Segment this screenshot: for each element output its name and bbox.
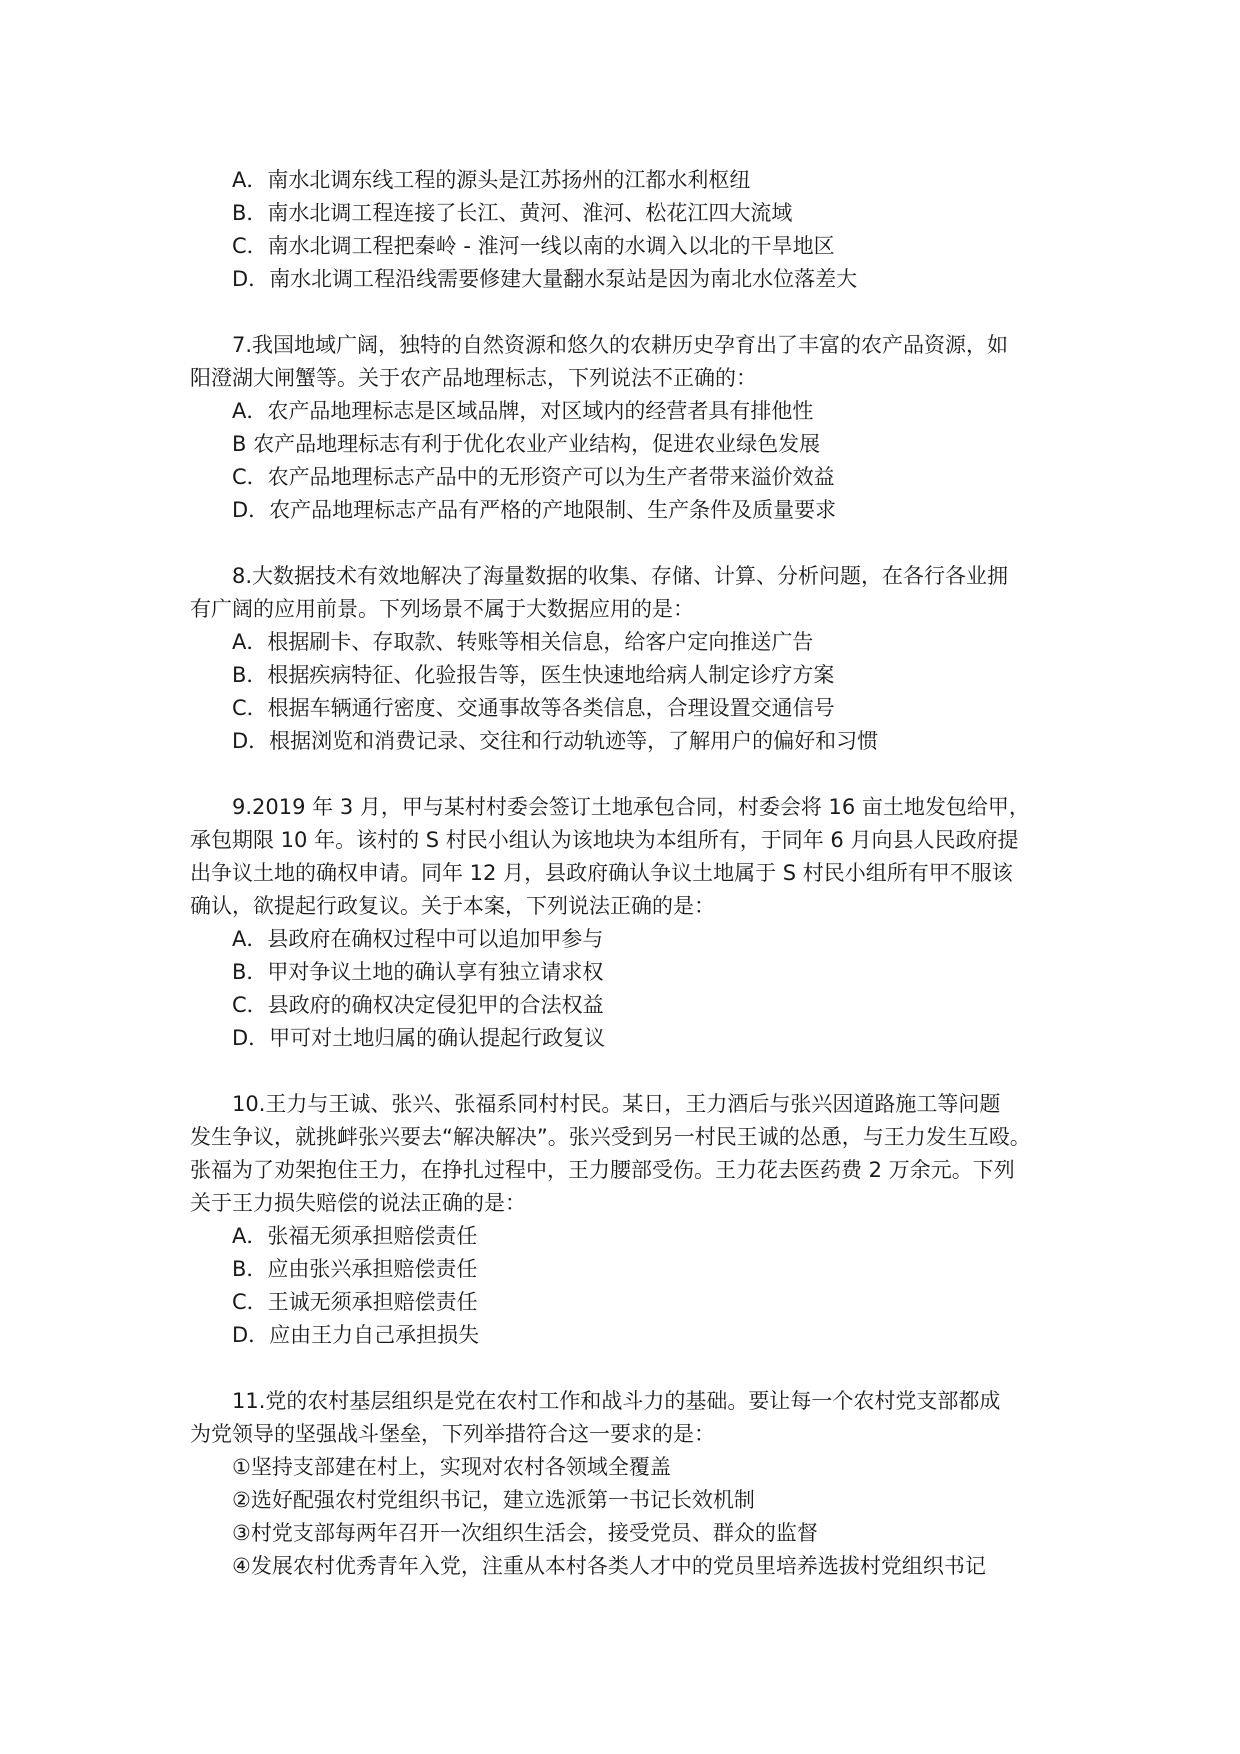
question-9 [190,791,1070,1055]
option-a: A．县政府在确权过程中可以追加甲参与 [232,927,604,951]
question-stem-line: 为党领导的坚强战斗堡垒，下列举措符合这一要求的是： [190,1422,715,1446]
question-stem-line: 关于王力损失赔偿的说法正确的是： [190,1191,526,1215]
question-stem-line: 承包期限 10 年。该村的 S 村民小组认为该地块为本组所有，于同年 6 月向县人民政府提 [190,828,1019,852]
option-b: B．应由张兴承担赔偿责任 [232,1257,478,1281]
question-stem-line: 9.2019 年 3 月，甲与某村村委会签订土地承包合同，村委会将 16 亩土地发包给甲， [232,795,1030,819]
option-d: D．应由王力自己承担损失 [232,1323,480,1347]
page-content [190,164,1070,1583]
question-stem-line: 发生争议，就挑衅张兴要去“解决解决”。张兴受到另一村民王诚的怂恿，与王力发生互殴。 [190,1125,1031,1149]
question-stem-line: 出争议土地的确权申请。同年 12 月，县政府确认争议土地属于 S 村民小组所有甲不服该 [190,861,1013,885]
question-8 [190,560,1070,758]
option-c: C．根据车辆通行密度、交通事故等各类信息，合理设置交通信号 [232,696,835,720]
option-d: D．农产品地理标志产品有严格的产地限制、生产条件及质量要求 [232,498,837,522]
question-stem-line: 张福为了劝架抱住王力，在挣扎过程中，王力腰部受伤。王力花去医药费 2 万余元。下列 [190,1158,1015,1182]
question-6-options [190,164,1070,296]
option-b: B．南水北调工程连接了长江、黄河、淮河、松花江四大流域 [232,201,793,225]
question-stem-line: 10.王力与王诚、张兴、张福系同村村民。某日，王力酒后与张兴因道路施工等问题 [232,1092,1001,1116]
option-a: A．张福无须承担赔偿责任 [232,1224,478,1248]
option-b: B 农产品地理标志有利于优化农业产业结构，促进农业绿色发展 [232,432,821,456]
option-d: D．甲可对土地归属的确认提起行政复议 [232,1026,606,1050]
option-d: D．南水北调工程沿线需要修建大量翻水泵站是因为南北水位落差大 [232,267,858,291]
statement-4: ④发展农村优秀青年入党，注重从本村各类人才中的党员里培养选拔村党组织书记 [232,1554,986,1578]
option-b: B．甲对争议土地的确认享有独立请求权 [232,960,604,984]
option-a: A．南水北调东线工程的源头是江苏扬州的江都水利枢纽 [232,168,751,192]
question-stem-line: 8.大数据技术有效地解决了海量数据的收集、存储、计算、分析问题，在各行各业拥 [232,564,1009,588]
question-stem-line: 确认，欲提起行政复议。关于本案，下列说法正确的是： [190,894,715,918]
option-a: A．根据刷卡、存取款、转账等相关信息，给客户定向推送广告 [232,630,814,654]
question-stem-line: 7.我国地域广阔，独特的自然资源和悠久的农耕历史孕育出了丰富的农产品资源，如 [232,333,1009,357]
spacer [190,1352,1070,1385]
question-stem-line: 阳澄湖大闸蟹等。关于农产品地理标志，下列说法不正确的： [190,366,757,390]
statement-1: ①坚持支部建在村上，实现对农村各领域全覆盖 [232,1455,671,1479]
option-a: A．农产品地理标志是区域品牌，对区域内的经营者具有排他性 [232,399,814,423]
option-b: B．根据疾病特征、化验报告等，医生快速地给病人制定诊疗方案 [232,663,835,687]
spacer [190,296,1070,329]
spacer [190,527,1070,560]
question-stem-line: 有广阔的应用前景。下列场景不属于大数据应用的是： [190,597,694,621]
option-c: C．南水北调工程把秦岭 - 淮河一线以南的水调入以北的干旱地区 [232,234,835,258]
statement-3: ③村党支部每两年召开一次组织生活会，接受党员、群众的监督 [232,1521,818,1545]
option-c: C．县政府的确权决定侵犯甲的合法权益 [232,993,604,1017]
option-c: C．农产品地理标志产品中的无形资产可以为生产者带来溢价效益 [232,465,835,489]
question-11 [190,1385,1070,1583]
option-c: C．王诚无须承担赔偿责任 [232,1290,478,1314]
spacer [190,1055,1070,1088]
question-10 [190,1088,1070,1352]
option-d: D．根据浏览和消费记录、交往和行动轨迹等，了解用户的偏好和习惯 [232,729,879,753]
statement-2: ②选好配强农村党组织书记，建立选派第一书记长效机制 [232,1488,755,1512]
question-7 [190,329,1070,527]
spacer [190,758,1070,791]
question-stem-line: 11.党的农村基层组织是党在农村工作和战斗力的基础。要让每一个农村党支部都成 [232,1389,1001,1413]
